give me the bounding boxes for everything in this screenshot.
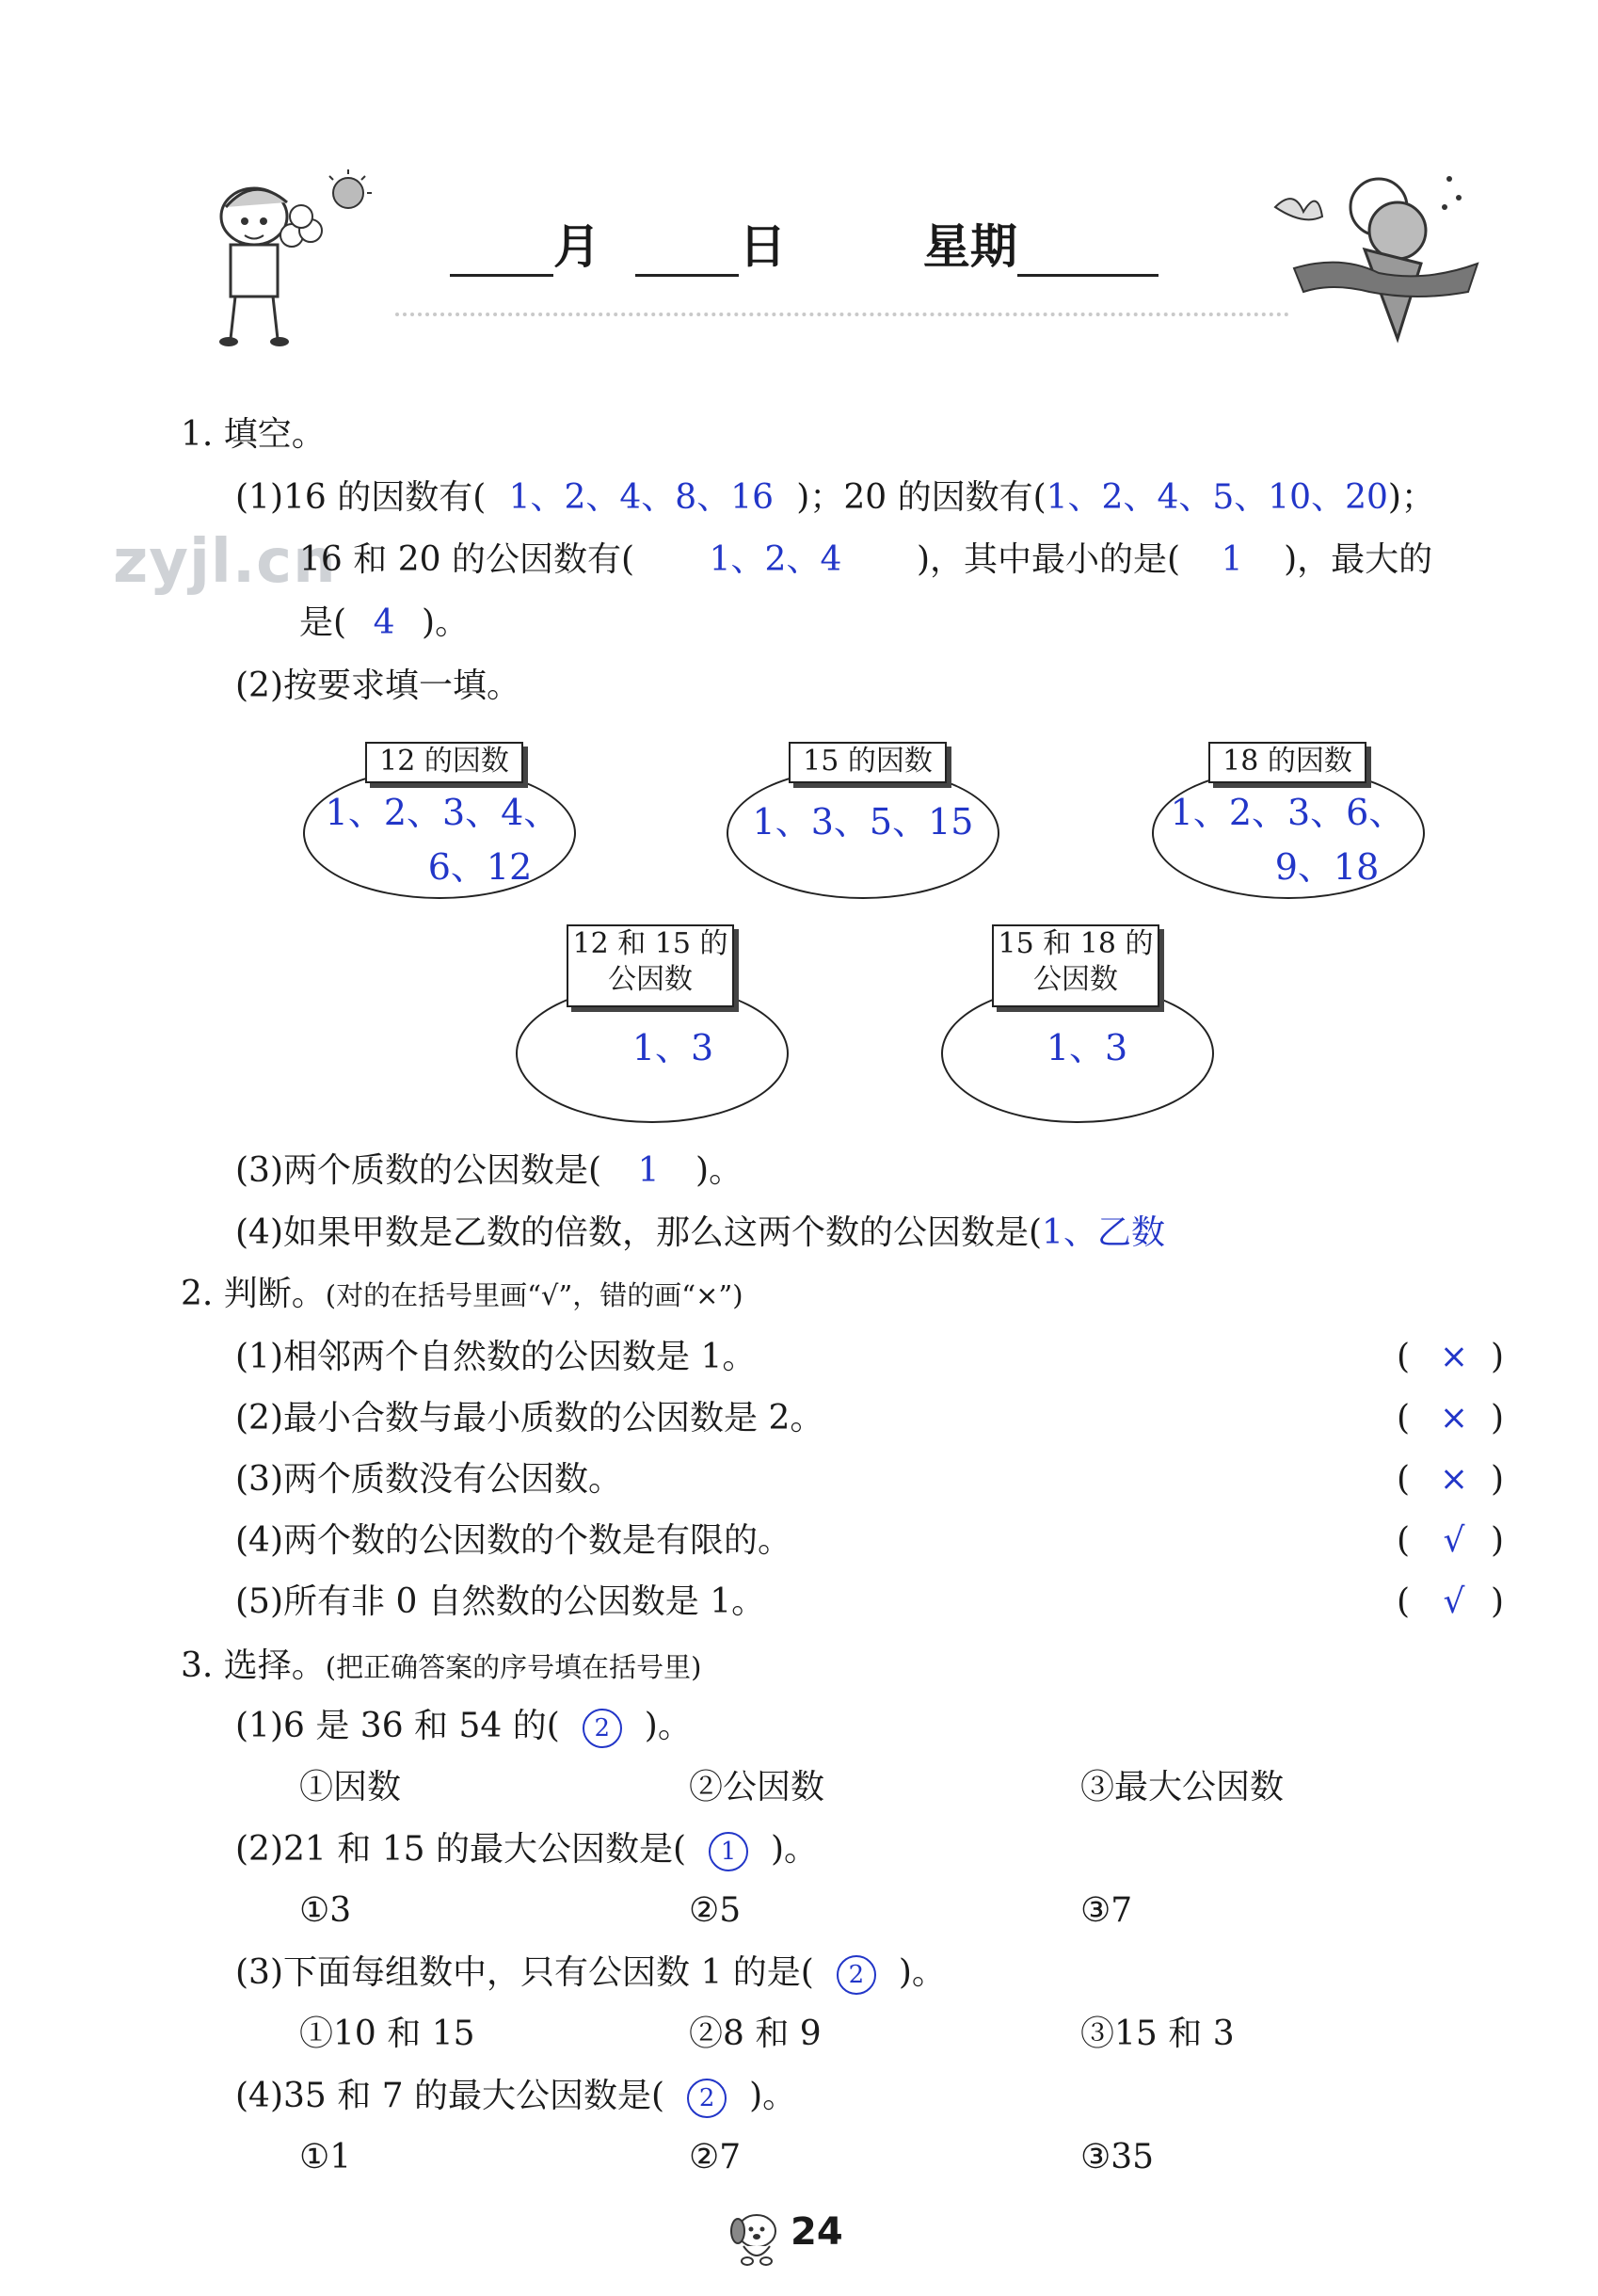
- q1-title: 1. 填空。: [181, 415, 326, 454]
- q1-p4-text-a: (4)如果甲数是乙数的倍数，那么这两个数的公因数是(: [235, 1213, 1043, 1252]
- answer-oval-12-line2[interactable]: 6、12: [427, 846, 533, 888]
- answer-oval-18-line2[interactable]: 9、18: [1274, 846, 1380, 888]
- label-factors-15: 15 的因数: [789, 742, 947, 783]
- q2-paren-open: (: [1397, 1338, 1411, 1376]
- label-common-15-18-line1: 15 和 18 的: [998, 927, 1154, 960]
- answer-max-common-factor[interactable]: 4: [373, 603, 395, 642]
- q3-question: [235, 1952, 946, 1995]
- watermark-text: zyjl.cn: [113, 527, 337, 597]
- q3-answer-circled-number: 2: [687, 2079, 727, 2118]
- q3-option[interactable]: ③最大公因数: [1080, 1768, 1285, 1806]
- day-blank[interactable]: [635, 221, 739, 277]
- q2-item-text: (5)所有非 0 自然数的公因数是 1。: [235, 1582, 766, 1621]
- answer-oval-15-line1[interactable]: 1、3、5、15: [752, 801, 974, 843]
- q3-answer-slot[interactable]: [664, 2076, 749, 2118]
- label-common-15-18-line2: 公因数: [1033, 963, 1118, 996]
- answer-factors-16[interactable]: 1、2、4、8、16: [508, 478, 775, 517]
- q3-question: [235, 1706, 692, 1748]
- q2-answer-mark[interactable]: √: [1443, 1582, 1465, 1621]
- q3-question-end: )。: [749, 2077, 797, 2115]
- q2-title-text: 2. 判断。: [181, 1275, 326, 1313]
- q2-title: [181, 1274, 743, 1316]
- q3-answer-slot[interactable]: [686, 1829, 771, 1871]
- q3-option[interactable]: ①10 和 15: [299, 2015, 475, 2053]
- answer-oval-12-line1[interactable]: 1、2、3、4、: [325, 792, 560, 833]
- q3-question: [235, 2076, 796, 2118]
- q3-option[interactable]: ②5: [689, 1891, 742, 1930]
- answer-multiple-common-factor[interactable]: 1、乙数: [1042, 1213, 1165, 1252]
- q2-note: (对的在括号里画“√”，错的画“×”): [325, 1279, 743, 1311]
- label-common-12-15-line1: 12 和 15 的: [572, 927, 728, 960]
- q1-p1-text-g: 是(: [299, 603, 347, 642]
- q3-question-text: (4)35 和 7 的最大公因数是(: [235, 2077, 665, 2115]
- q1-part1-line3: [299, 602, 469, 644]
- q3-answer-slot[interactable]: [560, 1706, 645, 1748]
- q3-question-text: (3)下面每组数中，只有公因数 1 的是(: [235, 1953, 814, 1992]
- q1-part2-title: (2)按要求填一填。: [235, 666, 520, 705]
- q1-part1-line2: [299, 539, 1432, 581]
- q3-note: (把正确答案的序号填在括号里): [325, 1651, 702, 1683]
- q3-question-end: )。: [771, 1830, 819, 1869]
- q3-option[interactable]: ①1: [299, 2138, 352, 2176]
- q3-question-text: (1)6 是 36 和 54 的(: [235, 1707, 560, 1745]
- header-dotted-rule: [395, 313, 1289, 316]
- q1-p1-text-h: )。: [422, 603, 470, 642]
- q3-question: [235, 1829, 818, 1871]
- q2-answer-mark[interactable]: ×: [1439, 1399, 1469, 1437]
- q2-paren-open: (: [1397, 1460, 1411, 1499]
- q1-p3-text-b: )。: [695, 1151, 743, 1190]
- weekday-label: 星期: [922, 219, 1017, 274]
- month-label: 月: [553, 219, 600, 274]
- q1-p1-text-b: )；20 的因数有(: [796, 478, 1047, 517]
- q2-paren-close: ): [1491, 1521, 1505, 1560]
- month-blank[interactable]: [450, 221, 553, 277]
- page-number: 24: [791, 2210, 843, 2254]
- q3-answer-circled-number: 1: [709, 1832, 748, 1871]
- q3-question-end: )。: [644, 1707, 692, 1745]
- q3-option[interactable]: ③15 和 3: [1080, 2015, 1235, 2053]
- label-common-15-18: [992, 924, 1159, 1007]
- icecream-cone-illustration: [1266, 151, 1496, 348]
- answer-prime-common-factor[interactable]: 1: [637, 1151, 660, 1190]
- date-header: [450, 209, 1159, 277]
- q2-item-text: (1)相邻两个自然数的公因数是 1。: [235, 1338, 757, 1376]
- label-factors-18: 18 的因数: [1208, 742, 1366, 783]
- q2-item-text: (3)两个质数没有公因数。: [235, 1460, 622, 1499]
- q3-option[interactable]: ②7: [689, 2138, 742, 2176]
- q2-paren-close: ): [1491, 1582, 1505, 1621]
- q3-option[interactable]: ②8 和 9: [689, 2015, 822, 2053]
- q1-p1-text-a: (1)16 的因数有(: [235, 478, 487, 517]
- q2-answer-mark[interactable]: √: [1443, 1521, 1465, 1560]
- q3-answer-slot[interactable]: [814, 1952, 899, 1995]
- label-factors-12: 12 的因数: [365, 742, 523, 783]
- q1-p3-text-a: (3)两个质数的公因数是(: [235, 1151, 602, 1190]
- answer-oval-15-18[interactable]: 1、3: [1046, 1027, 1128, 1068]
- q3-answer-circled-number: 2: [837, 1955, 876, 1995]
- q3-question-end: )。: [898, 1953, 946, 1992]
- q2-paren-close: ): [1491, 1399, 1505, 1437]
- boy-with-icecream-illustration: [202, 165, 391, 353]
- q3-question-text: (2)21 和 15 的最大公因数是(: [235, 1830, 686, 1869]
- q1-p1-text-d: 16 和 20 的公因数有(: [299, 540, 634, 579]
- q1-p1-text-f: )，最大的: [1284, 540, 1433, 579]
- q1-part4: [235, 1212, 1165, 1254]
- q3-title: [181, 1646, 701, 1688]
- puppy-icon: [723, 2203, 791, 2271]
- q2-paren-open: (: [1397, 1582, 1411, 1621]
- q3-title-text: 3. 选择。: [181, 1646, 326, 1685]
- q2-paren-open: (: [1397, 1399, 1411, 1437]
- q1-part3: [235, 1150, 743, 1192]
- label-common-12-15: [567, 924, 734, 1007]
- q3-option[interactable]: ③35: [1080, 2138, 1155, 2176]
- q2-paren-close: ): [1491, 1338, 1505, 1376]
- q1-p1-text-e: )，其中最小的是(: [917, 540, 1181, 579]
- q2-answer-mark[interactable]: ×: [1439, 1460, 1469, 1499]
- q1-part1-line1: [235, 477, 1435, 519]
- day-label: 日: [739, 219, 787, 274]
- q3-option[interactable]: ②公因数: [689, 1768, 825, 1806]
- q3-option[interactable]: ③7: [1080, 1891, 1133, 1930]
- q2-answer-mark[interactable]: ×: [1439, 1338, 1469, 1376]
- label-common-12-15-line2: 公因数: [608, 963, 693, 996]
- q1-p1-text-c: )；: [1387, 478, 1435, 517]
- answer-oval-12-15[interactable]: 1、3: [631, 1027, 714, 1068]
- q3-answer-circled-number: 2: [583, 1709, 622, 1748]
- q2-item-text: (2)最小合数与最小质数的公因数是 2。: [235, 1399, 824, 1437]
- q3-option[interactable]: ①因数: [299, 1768, 402, 1806]
- answer-factors-20[interactable]: 1、2、4、5、10、20: [1046, 478, 1388, 517]
- answer-common-factors[interactable]: 1、2、4: [709, 540, 842, 579]
- q2-paren-close: ): [1491, 1460, 1505, 1499]
- q2-paren-open: (: [1397, 1521, 1411, 1560]
- weekday-blank[interactable]: [1017, 221, 1159, 277]
- q2-item-text: (4)两个数的公因数的个数是有限的。: [235, 1521, 791, 1560]
- answer-oval-18-line1[interactable]: 1、2、3、6、: [1170, 792, 1405, 833]
- q3-option[interactable]: ①3: [299, 1891, 352, 1930]
- answer-min-common-factor[interactable]: 1: [1221, 540, 1243, 579]
